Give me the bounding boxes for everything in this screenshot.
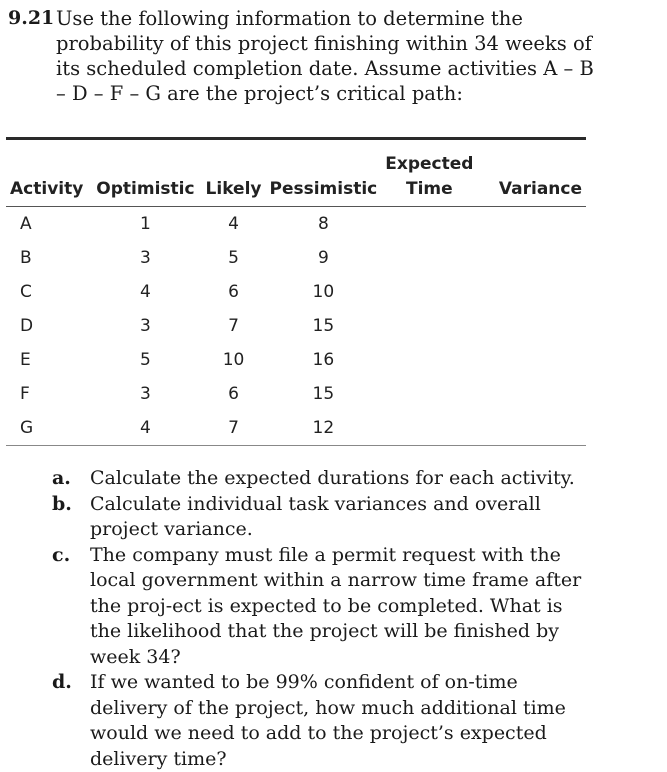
question-part-text: Calculate the expected durations for each activity. [90, 467, 575, 489]
cell-optimistic: 3 [140, 384, 151, 404]
problem-text: Use the following information to determine the probability of this project finishing within 34 weeks of its scheduled completion date. Assume activities A – B – D – F – G are the project’s critical path: [56, 7, 594, 105]
activity-table [6, 137, 586, 446]
cell-expected [381, 207, 477, 242]
cell-expected [381, 411, 477, 446]
table-row [6, 411, 586, 446]
cell-expected [381, 309, 477, 343]
header-expected-line2: Time [381, 177, 477, 207]
cell-expected [381, 241, 477, 275]
cell-likely: 5 [228, 248, 239, 268]
question-parts [52, 466, 592, 772]
table-row [6, 309, 586, 343]
problem-number: 9.21 [8, 7, 55, 29]
header-optimistic: Optimistic [89, 177, 201, 207]
cell-likely: 7 [228, 316, 239, 336]
cell-variance [477, 309, 586, 343]
question-part [52, 492, 592, 543]
cell-activity: D [20, 316, 34, 336]
cell-activity: B [20, 248, 32, 268]
question-part-text: If we wanted to be 99% confident of on-time delivery of the project, how much additional time would we need to add to the project’s expected delivery time? [90, 671, 566, 770]
cell-expected [381, 343, 477, 377]
question-part [52, 670, 592, 772]
cell-optimistic: 1 [140, 214, 151, 234]
cell-variance [477, 411, 586, 446]
question-part-label: c. [52, 543, 71, 566]
cell-pessimistic: 10 [312, 282, 335, 302]
header-pessimistic: Pessimistic [266, 177, 382, 207]
table-row [6, 343, 586, 377]
header-variance: Variance [477, 177, 586, 207]
cell-expected [381, 275, 477, 309]
cell-expected [381, 377, 477, 411]
question-part [52, 466, 592, 492]
cell-activity: E [20, 350, 31, 370]
table-row [6, 207, 586, 242]
question-part-label: b. [52, 492, 72, 515]
cell-variance [477, 377, 586, 411]
cell-likely: 4 [228, 214, 239, 234]
header-likely: Likely [202, 177, 266, 207]
cell-likely: 10 [222, 350, 245, 370]
cell-activity: F [20, 384, 30, 404]
cell-pessimistic: 15 [312, 384, 335, 404]
cell-activity: G [6, 411, 89, 446]
cell-optimistic: 5 [140, 350, 151, 370]
cell-activity: C [20, 282, 32, 302]
cell-variance [477, 275, 586, 309]
problem-statement [8, 6, 598, 106]
cell-optimistic: 3 [140, 248, 151, 268]
header-activity: Activity [6, 177, 89, 207]
cell-pessimistic: 12 [266, 411, 382, 446]
cell-pessimistic: 15 [312, 316, 335, 336]
cell-likely: 7 [202, 411, 266, 446]
cell-likely: 6 [228, 282, 239, 302]
table-row [6, 377, 586, 411]
cell-activity: A [20, 214, 32, 234]
cell-variance [477, 343, 586, 377]
cell-pessimistic: 8 [317, 214, 329, 234]
cell-variance [477, 241, 586, 275]
cell-pessimistic: 16 [312, 350, 335, 370]
question-part-label: a. [52, 467, 71, 489]
table-row [6, 275, 586, 309]
cell-optimistic: 3 [140, 316, 151, 336]
cell-optimistic: 4 [140, 282, 151, 302]
table-body [6, 207, 586, 446]
header-expected-line1: Expected [385, 154, 474, 174]
question-part-text: Calculate individual task variances and overall project variance. [90, 492, 541, 540]
question-part-text: The company must file a permit request with the local government within a narrow time frame after the proj-ect is expected to be completed. What is the likelihood that the project will be finished by week 34? [90, 543, 582, 668]
question-part-label: d. [52, 671, 72, 693]
cell-variance [477, 207, 586, 242]
table-row [6, 241, 586, 275]
cell-pessimistic: 9 [317, 248, 329, 268]
cell-optimistic: 4 [89, 411, 201, 446]
question-part [52, 543, 592, 671]
cell-likely: 6 [228, 384, 239, 404]
